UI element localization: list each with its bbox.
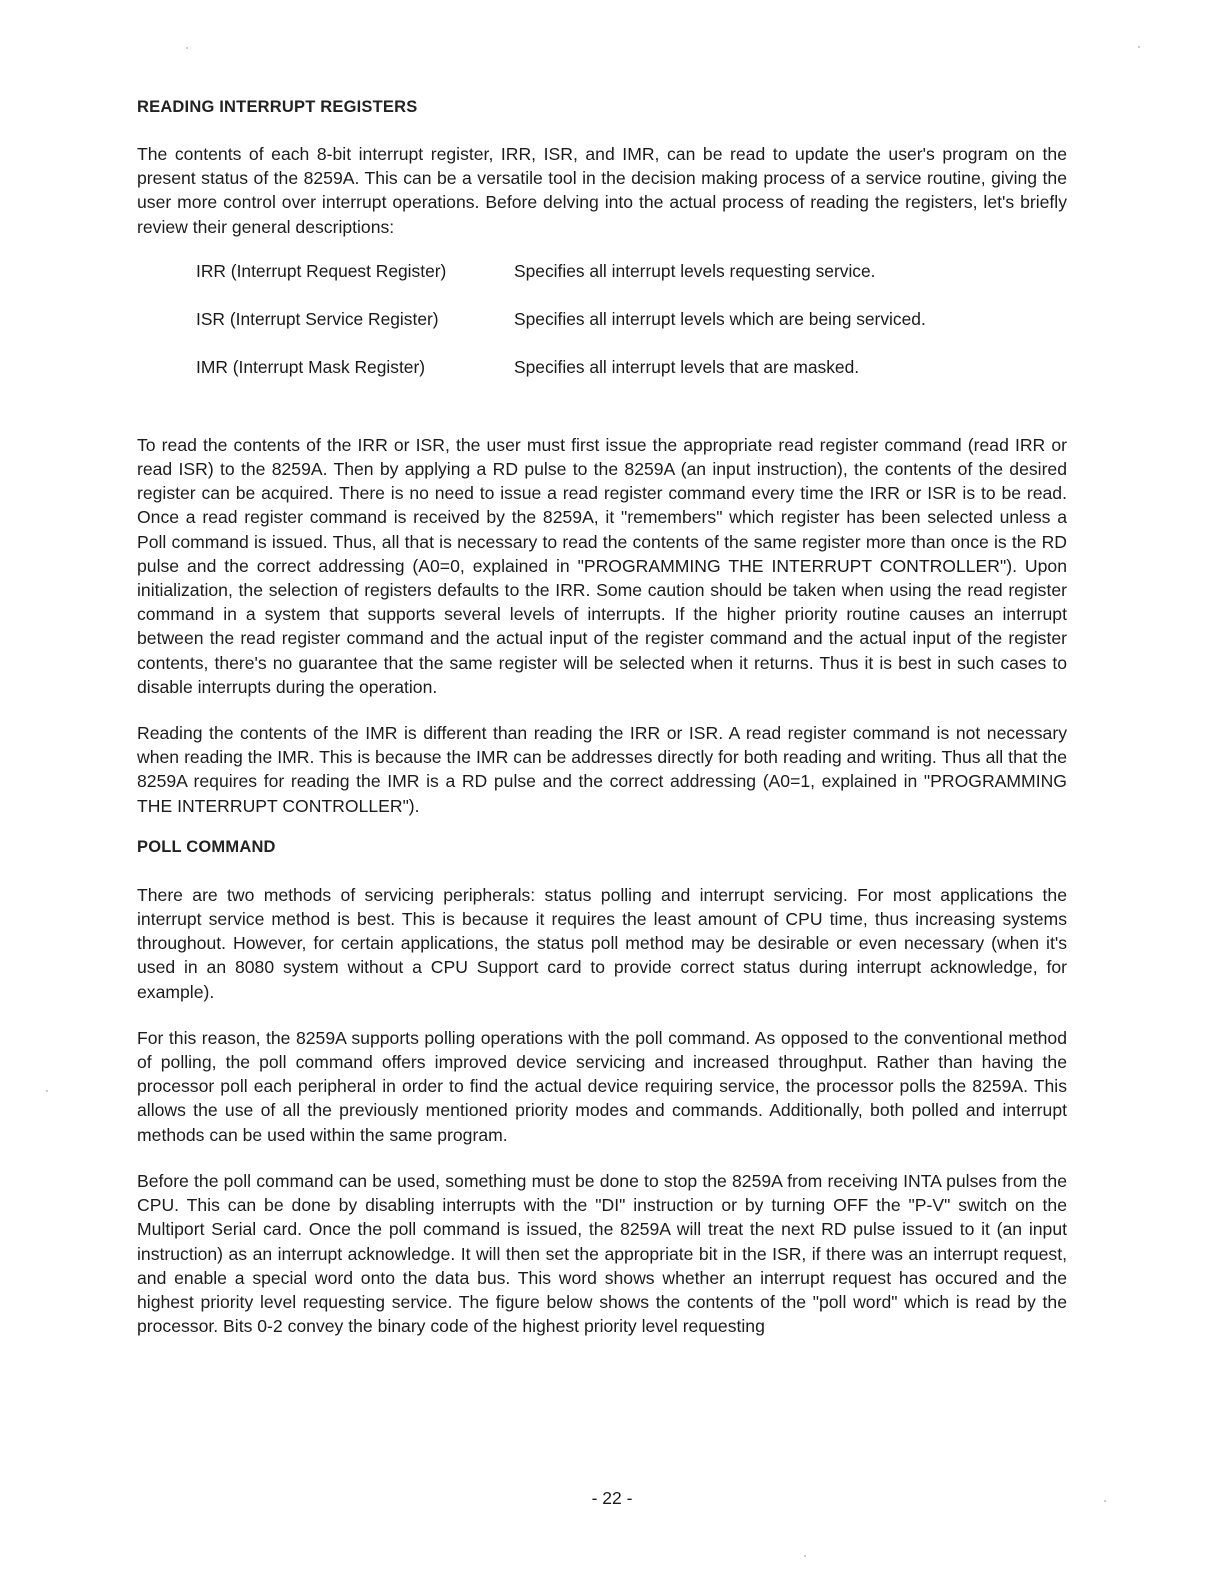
section-heading-reading-registers: READING INTERRUPT REGISTERS (137, 98, 418, 116)
register-description: Specifies all interrupt levels that are masked. (514, 356, 860, 377)
scan-speck (46, 1090, 48, 1092)
paragraph-polling-support: For this reason, the 8259A supports polling operations with the poll command. As opposed to the conventional method of polling, the poll command offers improved device servicing and increased throughput. Rather than having the processor poll each peripheral in order to find the actual device requiring service, the processor polls the 8259A. This allows the use of all the previously mentioned priority modes and commands. Additionally, both polled and interrupt methods can be used within the same program. (137, 1027, 1067, 1145)
paragraph-read-imr: Reading the contents of the IMR is different than reading the IRR or ISR. A read register command is not necessary when reading the IMR. This is because the IMR can be addresses directly for both reading and writing. Thus all that the 8259A requires for reading the IMR is a RD pulse and the correct addressing (A0=1, explained in "PROGRAMMING THE INTERRUPT CONTROLLER"). (137, 723, 1067, 816)
paragraph-servicing-methods: There are two methods of servicing peripherals: status polling and interrupt servicing. For most applications the interrupt service method is best. This is because it requires the least amount of CPU time, thus increasing systems throughout. However, for certain applications, the status poll method may be desirable or even necessary (when it's used in an 8080 system without a CPU Support card to provide correct status during interrupt acknowledge, for example). (137, 884, 1067, 1002)
scan-speck (1104, 1500, 1106, 1502)
scan-speck (804, 1555, 806, 1557)
register-row-imr (137, 355, 1067, 379)
register-name: IRR (Interrupt Request Register) (196, 260, 447, 281)
paragraph-read-irr-isr: To read the contents of the IRR or ISR, the user must first issue the appropriate read register command (read IRR or read ISR) to the 8259A. Then by applying a RD pulse to the 8259A (an input instruction), the contents of the desired register can be acquired. There is no need to issue a read register command every time the IRR or ISR is to be read. Once a read register command is received by the 8259A, it "remembers" which register has been selected unless a Poll command is issued. Thus, all that is necessary to read the contents of the same register more than once is the RD pulse and the correct addressing (A0=0, explained in "PROGRAMMING THE INTERRUPT CONTROLLER"). Upon initialization, the selection of registers defaults to the IRR. Some caution should be taken when using the read register command in a system that supports several levels of interrupts. If the higher priority routine causes an interrupt between the read register command and the actual input of the register command and the actual input of the register contents, there's no guarantee that the same register will be selected when it returns. Thus it is best in such cases to disable interrupts during the operation. (137, 434, 1067, 697)
section-heading-poll-command: POLL COMMAND (137, 837, 276, 856)
register-list (137, 259, 1067, 379)
intro-paragraph: The contents of each 8-bit interrupt register, IRR, ISR, and IMR, can be read to update the user's program on the present status of the 8259A. This can be a versatile tool in the decision making process of a service routine, giving the user more control over interrupt operations. Before delving into the actual process of reading the registers, let's briefly review their general descriptions: (137, 144, 1067, 237)
register-name: ISR (Interrupt Service Register) (196, 308, 439, 329)
register-row-isr (137, 307, 1067, 331)
register-description: Specifies all interrupt levels requesting service. (514, 260, 876, 281)
paragraph-poll-procedure: Before the poll command can be used, something must be done to stop the 8259A from receiving INTA pulses from the CPU. This can be done by disabling interrupts with the "DI" instruction or by turning OFF the "P-V" switch on the Multiport Serial card. Once the poll command is issued, the 8259A will treat the next RD pulse issued to it (an input instruction) as an interrupt acknowledge. It will then set the appropriate bit in the ISR, if there was an interrupt request, and enable a special word onto the data bus. This word shows whether an interrupt request has occured and the highest priority level requesting service. The figure below shows the contents of the "poll word" which is read by the processor. Bits 0-2 convey the binary code of the highest priority level requesting (137, 1170, 1067, 1337)
register-row-irr (137, 259, 1067, 283)
document-page (137, 92, 1067, 1338)
scan-speck (1138, 46, 1140, 48)
scan-speck (186, 47, 188, 49)
register-name: IMR (Interrupt Mask Register) (196, 356, 426, 377)
register-description: Specifies all interrupt levels which are being serviced. (514, 308, 926, 329)
page-number: - 22 - (591, 1488, 633, 1508)
